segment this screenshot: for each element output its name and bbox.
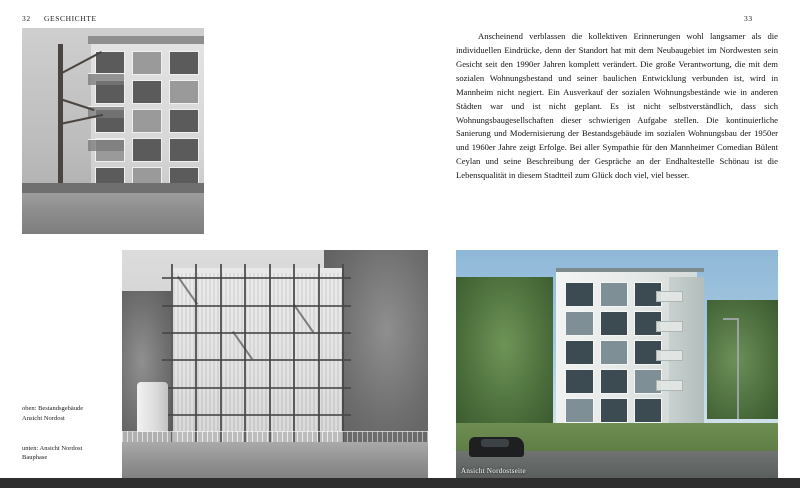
photo-material-silo [137, 382, 168, 432]
photo-window [169, 51, 199, 75]
photo-window [169, 138, 199, 162]
photo-window [132, 138, 162, 162]
figure-caption-block [22, 404, 112, 463]
photo-window [600, 311, 628, 336]
photo-parked-car [469, 437, 524, 458]
photo-window [565, 282, 593, 307]
photo-ground [22, 193, 204, 234]
photo-scaffold-rail [162, 277, 352, 279]
photo-street-lamp-arm [723, 318, 739, 320]
photo-scaffold-rail [162, 332, 352, 334]
photo-car-window [481, 439, 509, 447]
photo-window-grid [95, 51, 199, 191]
photo-overlay-caption: Ansicht Nordostseite [461, 467, 526, 475]
photo-scaffold-post [342, 264, 344, 446]
caption-top-line-1: oben: Bestandsgebäude [22, 405, 84, 412]
photo-scaffold-post [171, 264, 173, 446]
photo-trees-left [456, 277, 553, 427]
photo-window [132, 51, 162, 75]
photo-window [600, 340, 628, 365]
photo-scaffold-post [220, 264, 222, 446]
photo-tree-trunk [58, 44, 63, 196]
photo-window [169, 109, 199, 133]
photo-renovated-building-northeast [456, 250, 778, 478]
photo-ground [122, 442, 428, 478]
photo-scaffold-post [244, 264, 246, 446]
photo-scaffold-post [195, 264, 197, 446]
page-bottom-bar [0, 478, 800, 488]
photo-balcony [88, 73, 124, 85]
body-text-column [456, 30, 778, 183]
photo-scaffold-rail [162, 414, 352, 416]
caption-top-line-2: Ansicht Nordost [22, 414, 65, 422]
photo-window [95, 51, 125, 75]
photo-scaffold-post [293, 264, 295, 446]
photo-balcony [656, 350, 684, 361]
photo-scaffold-post [318, 264, 320, 446]
photo-existing-building-northeast [22, 28, 204, 234]
photo-window [169, 80, 199, 104]
photo-window [565, 340, 593, 365]
photo-roofline [556, 268, 704, 271]
photo-scaffold-rail [162, 305, 352, 307]
body-paragraph: Anscheinend verblassen die kollektiven Erinnerungen wohl langsamer als die individuellen Eindrücke, denn der Standort hat mit dem Neubaugebiet im Nordwesten sein Gesicht seit den 1990er Jahren komplett verändert. Die große Verantwortung, die mit dem sozialen Wohnungsbestand und seiner baulichen Entwicklung verbunden ist, wird in Mannheim nicht negiert. Ein Ausverkauf der sozialen Wohnungsbestände wie in anderen Städten war und ist nicht geplant. Es ist nicht selbstverständlich, dass sich Wohnungsbaugesellschaften dieser schwierigen Aufgabe stellen. Die kontinuierliche Sanierung und Modernisierung der Bestandsgebäude im sozialen Wohnungsbau der 1950er und 1960er Jahre zeigt Erfolge. Bei aller Sympathie für den Mannheimer Comedian Bülent Ceylan und seine Beschreibung der Gespräche an der Endhaltestelle Schönau ist die Lebensqualität in diesem Stadtteil zum Glück doch viel, viel besser. [456, 31, 778, 181]
page-number-left: 32 [22, 14, 31, 23]
photo-roofline [88, 36, 204, 44]
photo-construction-scaffolding [122, 250, 428, 478]
photo-balcony [88, 139, 124, 151]
photo-trees-right [707, 300, 778, 419]
photo-street-lamp-pole [737, 318, 739, 418]
page-number-right: 33 [744, 14, 753, 23]
photo-scaffold-rail [162, 387, 352, 389]
photo-window [565, 311, 593, 336]
photo-window [600, 282, 628, 307]
caption-bottom-line-1: unten: Ansicht Nordost [22, 444, 83, 452]
photo-scaffold-rail [162, 359, 352, 361]
photo-window [132, 109, 162, 133]
photo-window [565, 398, 593, 423]
photo-window-grid [565, 282, 662, 423]
photo-balcony [656, 291, 684, 302]
running-head-left: GESCHICHTE [44, 14, 97, 23]
photo-window [600, 369, 628, 394]
photo-window [132, 80, 162, 104]
caption-bottom-line-2: Bauphase [22, 454, 48, 462]
photo-balcony [656, 380, 684, 391]
photo-window [565, 369, 593, 394]
photo-window [634, 398, 662, 423]
photo-scaffold-post [269, 264, 271, 446]
photo-window [600, 398, 628, 423]
photo-balcony [656, 321, 684, 332]
